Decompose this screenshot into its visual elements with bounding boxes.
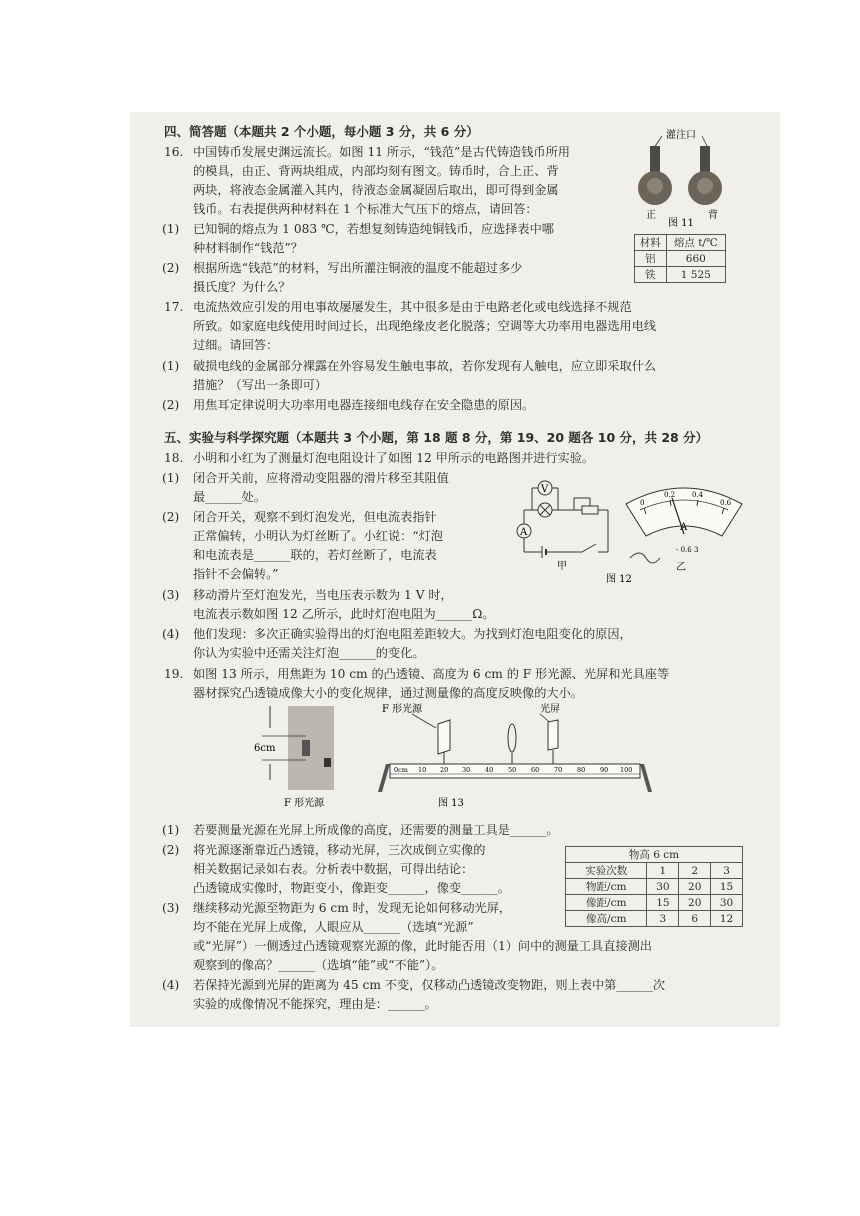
f-source-caption: F 形光源 — [284, 798, 325, 809]
q16-part2-line-2: 摄氏度？为什么？ — [193, 280, 291, 294]
ruler-tick: 30 — [462, 766, 471, 774]
melting-point-table — [634, 234, 726, 283]
q18-part1-line-2: 最______处。 — [193, 490, 267, 504]
q18-part1-line-1: 闭合开关前，应将滑动变阻器的滑片移至其阻值 — [193, 471, 449, 485]
lens-table-title: 物高 6 cm — [566, 847, 743, 863]
dial-scale-0: 0 — [640, 499, 645, 507]
q19-part3-line-3: 或“光屏”）一侧透过凸透镜观察光源的像，此时能否用（1）问中的测量工具直接测出 — [193, 939, 652, 953]
q19-part2-line-1: 将光源逐渐靠近凸透镜，移动光屏，三次成倒立实像的 — [193, 843, 486, 857]
q16-line-2: 的模具，由正、背两块组成，内部均刻有图文。铸币时，合上正、背 — [193, 164, 559, 178]
q19-part3-line-2: 均不能在光屏上成像，人眼应从______（选填“光源” — [193, 920, 474, 934]
q16-part1-line-1: 已知铜的熔点为 1 083 ℃，若想复刻铸造纯铜钱币，应选择表中哪 — [193, 222, 554, 236]
q18-part2-line-3: 和电流表是______联的，若灯丝断了，电流表 — [193, 548, 437, 562]
ruler-tick: 70 — [554, 766, 563, 774]
inlet-label: 灌注口 — [666, 130, 696, 141]
meter-terminals: - 0.6 3 — [676, 546, 699, 554]
q17-part1-line-2: 措施？（写出一条即可） — [193, 378, 328, 392]
voltmeter-symbol: V — [541, 484, 549, 495]
figure-13-f-light-source — [250, 700, 350, 815]
dial-scale-0-6: 0.6 — [720, 499, 732, 507]
q17-part2-number: (2) — [162, 398, 180, 412]
q18-part4-line-2: 你认为实验中还需关注灯泡______的变化。 — [193, 646, 425, 660]
q16-part1-number: (1) — [162, 222, 180, 236]
q19-part1-number: (1) — [162, 823, 180, 837]
q16-part2-line-1: 根据所选“钱范”的材料，写出所灌注铜液的温度不能超过多少 — [193, 261, 523, 275]
ammeter-symbol: A — [520, 527, 528, 538]
q17-line-2: 所致。如家庭电线使用时间过长，出现绝缘皮老化脱落；空调等大功率用电器选用电线 — [193, 319, 657, 333]
q17-part2-line-1: 用焦耳定律说明大功率用电器连接细电线存在安全隐患的原因。 — [193, 398, 535, 412]
q18-part4-number: (4) — [162, 627, 180, 641]
table-cell: 1 525 — [666, 267, 725, 283]
q19-part3-number: (3) — [162, 901, 180, 915]
figure-12-label: 图 12 — [606, 574, 632, 585]
table-cell: 1 — [647, 863, 679, 879]
q17-line-3: 过细。请回答： — [193, 338, 279, 352]
back-label: 背 — [708, 210, 718, 221]
table-cell: 像距/cm — [566, 895, 647, 911]
ruler-tick: 20 — [440, 766, 449, 774]
q16-line-1: 中国铸币发展史渊远流长。如图 11 所示，“钱范”是古代铸造钱币所用 — [193, 145, 570, 159]
table-cell: 20 — [679, 895, 711, 911]
q17-number: 17. — [164, 300, 184, 314]
table-cell: 15 — [647, 895, 679, 911]
ruler-tick: 90 — [600, 766, 609, 774]
table-cell: 物距/cm — [566, 879, 647, 895]
q19-part2-line-3: 凸透镜成实像时，物距变小，像距变______，像变______。 — [193, 881, 510, 895]
q19-part4-number: (4) — [162, 978, 180, 992]
q16-part2-number: (2) — [162, 261, 180, 275]
ruler-tick: 0cm — [394, 766, 408, 774]
q19-part1-line-1: 若要测量光源在光屏上所成像的高度，还需要的测量工具是______。 — [193, 823, 559, 837]
q19-part3-line-4: 观察到的像高？______（选填“能”或“不能”）。 — [193, 958, 444, 972]
section4-heading: 四、简答题（本题共 2 个小题，每小题 3 分，共 6 分） — [164, 124, 479, 139]
table-cell: 像高/cm — [566, 911, 647, 927]
q19-part4-line-2: 实验的成像情况不能探究，理由是：______。 — [193, 997, 437, 1011]
meter-unit-label: A — [680, 522, 688, 533]
height-label: 6cm — [254, 743, 276, 754]
q19-part3-line-1: 继续移动光源至物距为 6 cm 时，发现无论如何移动光屏， — [193, 901, 512, 915]
q17-line-1: 电流热效应引发的用电事故屡屡发生，其中很多是由于电路老化或电线选择不规范 — [193, 300, 632, 314]
figure-12-jia-label: 甲 — [557, 561, 567, 572]
q16-number: 16. — [164, 145, 184, 159]
q19-line-1: 如图 13 所示，用焦距为 10 cm 的凸透镜、高度为 6 cm 的 F 形光源、光屏和光具座等 — [193, 667, 670, 681]
table-header-melting-point: 熔点 t/℃ — [666, 235, 725, 251]
q18-number: 18. — [164, 451, 184, 465]
q19-part4-line-1: 若保持光源到光屏的距离为 45 cm 不变，仅移动凸透镜改变物距，则上表中第______次 — [193, 978, 666, 992]
table-header-material: 材料 — [635, 235, 667, 251]
figure-12-circuit-diagram — [512, 478, 622, 573]
screen-label: 光屏 — [540, 704, 560, 715]
q18-part2-line-4: 指针不会偏转。” — [193, 567, 279, 581]
q19-line-2: 器材探究凸透镜成像大小的变化规律，通过测量像的高度反映像的大小。 — [193, 686, 583, 700]
source-label: F 形光源 — [382, 704, 423, 715]
q17-part1-line-1: 破损电线的金属部分裸露在外容易发生触电事故，若你发现有人触电，应立即采取什么 — [193, 359, 657, 373]
q18-intro: 小明和小红为了测量灯泡电阻设计了如图 12 甲所示的电路图并进行实验。 — [193, 451, 595, 465]
q16-line-3: 两块，将液态金属灌入其内，待液态金属凝固后取出，即可得到金属 — [193, 183, 559, 197]
ruler-tick: 60 — [531, 766, 540, 774]
table-cell: 30 — [647, 879, 679, 895]
ruler-tick: 40 — [485, 766, 494, 774]
table-cell: 660 — [666, 251, 725, 267]
q17-part1-number: (1) — [162, 359, 180, 373]
ruler-tick: 10 — [418, 766, 427, 774]
table-cell: 2 — [679, 863, 711, 879]
table-cell: 3 — [711, 863, 743, 879]
figure-11-label: 图 11 — [668, 218, 694, 229]
figure-11-coin-mold — [636, 126, 726, 230]
table-cell: 铁 — [635, 267, 667, 283]
figure-12-yi-label: 乙 — [676, 562, 686, 573]
q19-number: 19. — [164, 667, 184, 681]
q18-part3-line-1: 移动滑片至灯泡发光，当电压表示数为 1 V 时， — [193, 588, 453, 602]
dial-scale-0-4: 0.4 — [692, 491, 704, 499]
ruler-tick: 50 — [508, 766, 517, 774]
table-cell: 实验次数 — [566, 863, 647, 879]
figure-13-optical-bench — [372, 700, 662, 810]
ruler-tick: 80 — [577, 766, 586, 774]
table-cell: 30 — [711, 895, 743, 911]
q18-part2-line-2: 正常偏转，小明认为灯丝断了。小红说：“灯泡 — [193, 529, 443, 543]
q18-part2-line-1: 闭合开关，观察不到灯泡发光，但电流表指针 — [193, 510, 437, 524]
front-label: 正 — [646, 210, 656, 221]
q18-part2-number: (2) — [162, 510, 180, 524]
figure-13-label: 图 13 — [438, 798, 464, 809]
table-cell: 12 — [711, 911, 743, 927]
q18-part1-number: (1) — [162, 471, 180, 485]
figure-12-ammeter-dial — [606, 478, 748, 588]
q19-part2-line-2: 相关数据记录如右表。分析表中数据，可得出结论： — [193, 862, 474, 876]
q19-part2-number: (2) — [162, 843, 180, 857]
lens-data-table — [565, 846, 743, 927]
q18-part4-line-1: 他们发现：多次正确实验得出的灯泡电阻差距较大。为找到灯泡电阻变化的原因， — [193, 627, 632, 641]
ruler-tick: 100 — [620, 766, 633, 774]
q18-part3-number: (3) — [162, 588, 180, 602]
q16-line-4: 钱币。右表提供两种材料在 1 个标准大气压下的熔点，请回答： — [193, 202, 538, 216]
section5-heading: 五、实验与科学探究题（本题共 3 个小题，第 18 题 8 分，第 19、20 题各 10 分，共 28 分） — [164, 430, 709, 445]
table-cell: 15 — [711, 879, 743, 895]
table-cell: 铝 — [635, 251, 667, 267]
q18-part3-line-2: 电流表示数如图 12 乙所示，此时灯泡电阻为______Ω。 — [193, 607, 495, 621]
table-cell: 6 — [679, 911, 711, 927]
table-cell: 3 — [647, 911, 679, 927]
dial-scale-0-2: 0.2 — [664, 491, 676, 499]
table-cell: 20 — [679, 879, 711, 895]
q16-part1-line-2: 种材料制作“钱范”？ — [193, 241, 303, 255]
